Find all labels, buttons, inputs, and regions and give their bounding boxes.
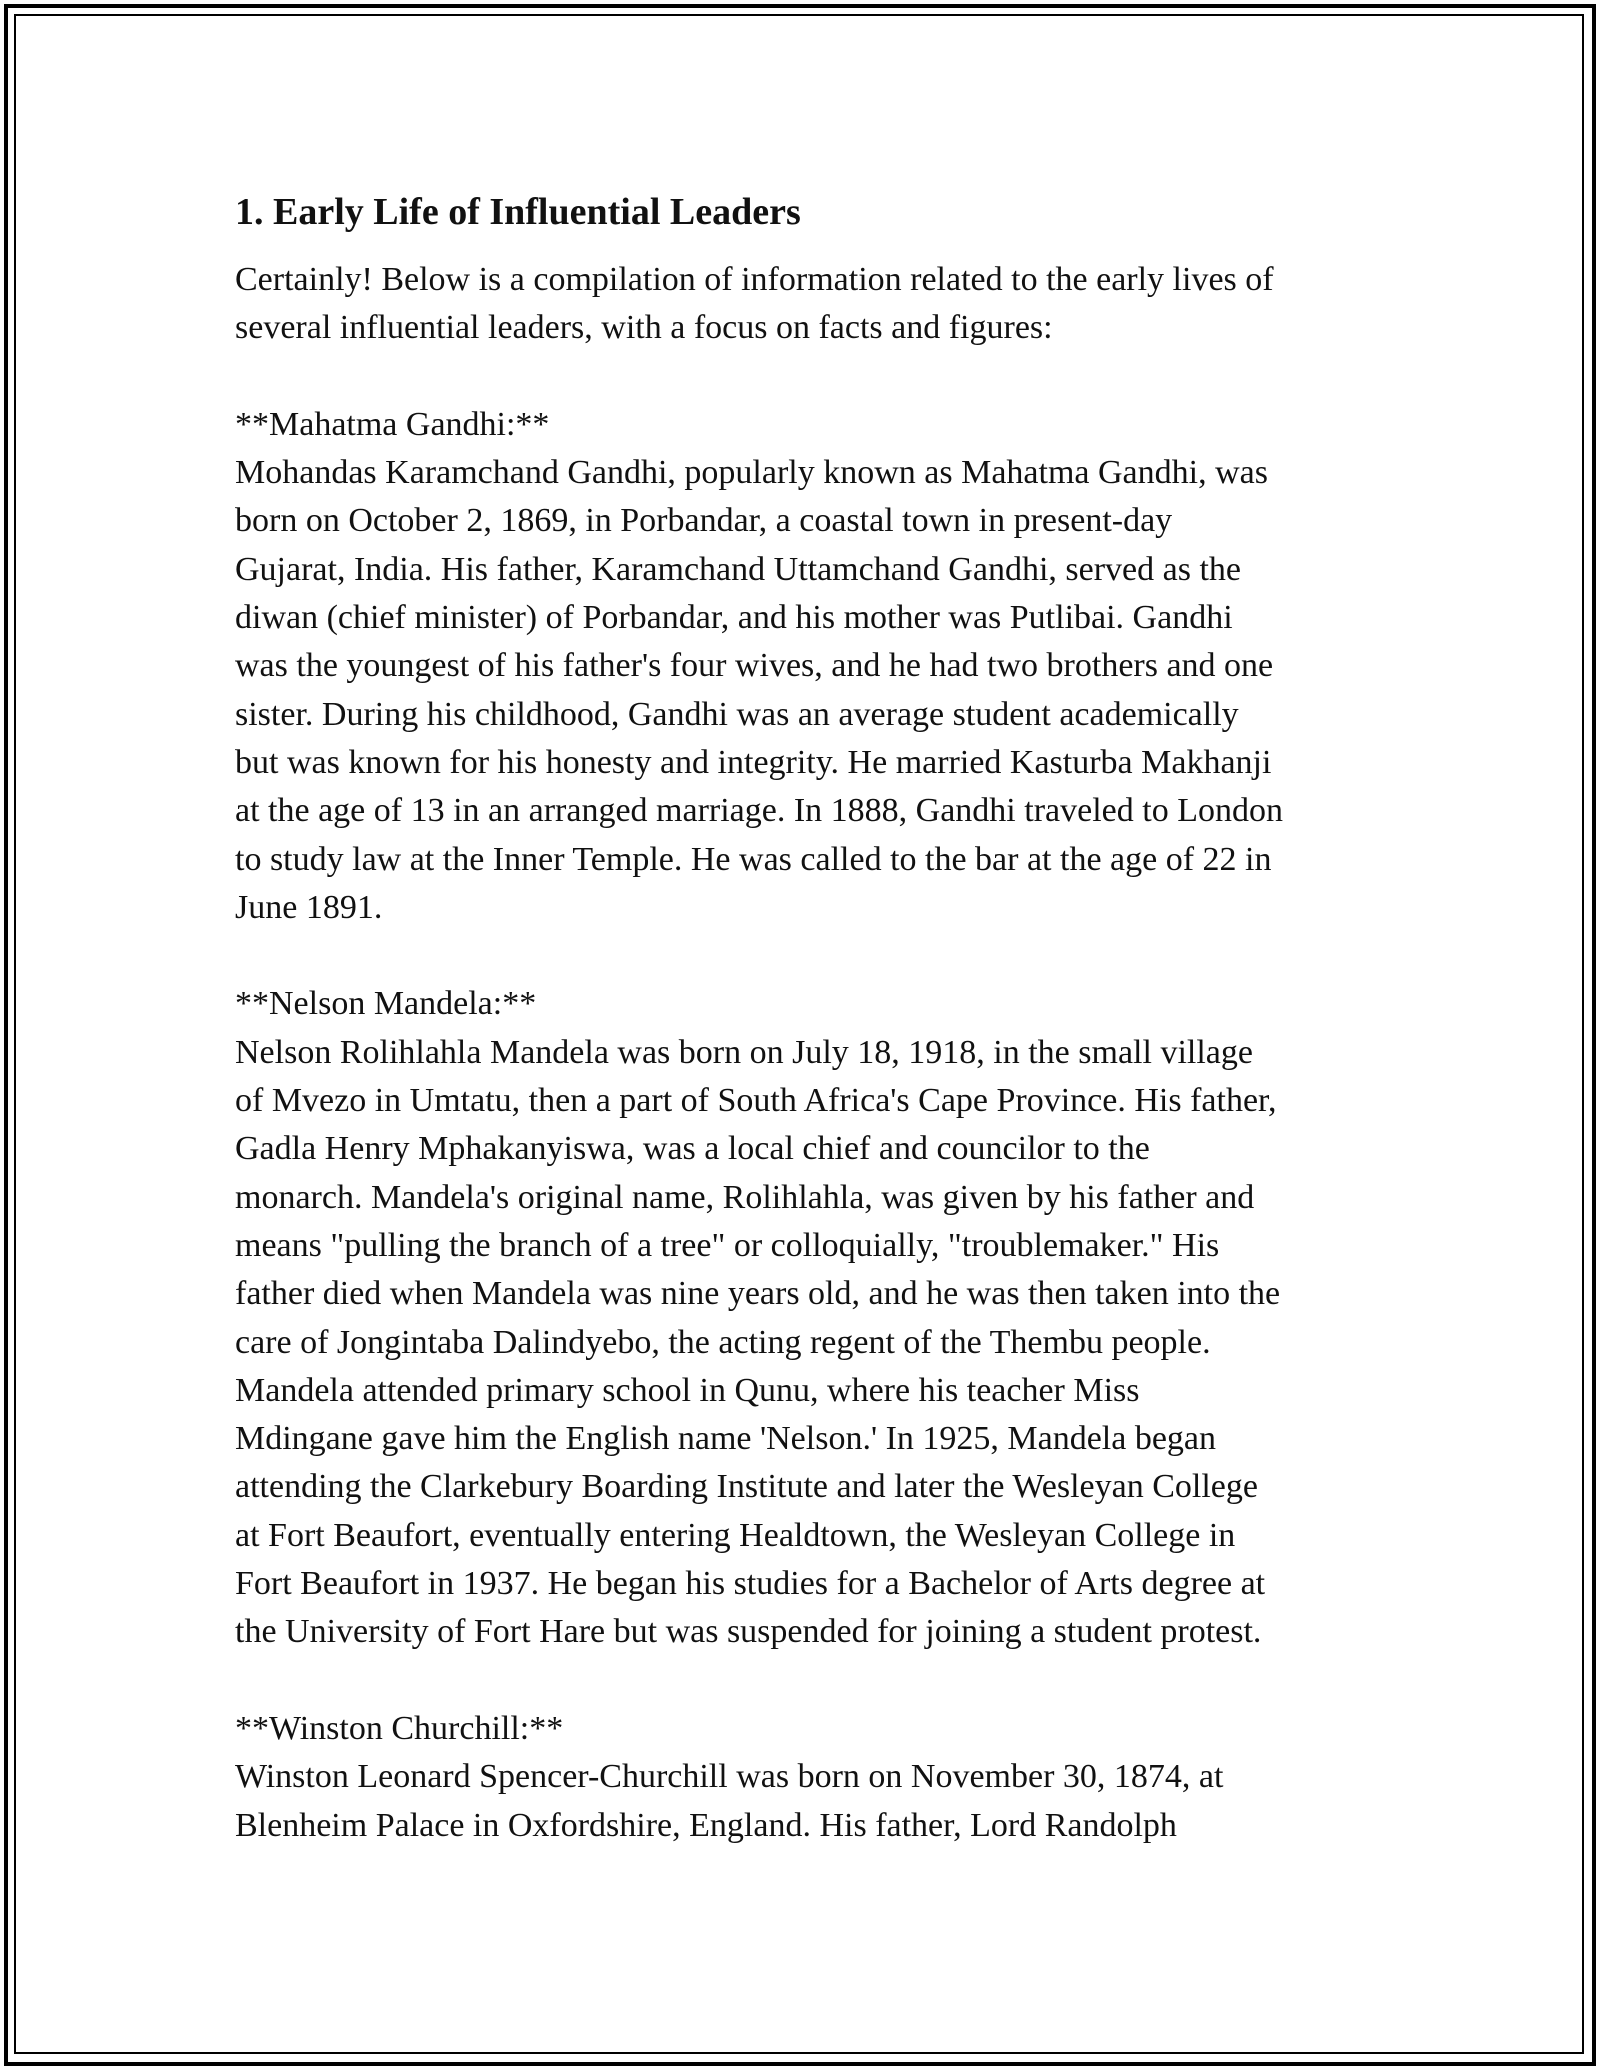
paragraph-spacer [235,1657,1385,1705]
section-gandhi [235,401,1385,932]
section-heading: **Nelson Mandela:** [235,985,537,1023]
section-body: Winston Leonard Spencer-Churchill was born on November 30, 1874, at Blenheim Palace in Oxfordshire, England. His father, Lord Randolph [235,1758,1224,1844]
section-heading: **Winston Churchill:** [235,1709,564,1747]
document-title: 1. Early Life of Influential Leaders [235,191,801,233]
section-mandela [235,980,1385,1656]
paragraph-spacer [235,932,1385,980]
section-body: Mohandas Karamchand Gandhi, popularly known as Mahatma Gandhi, was born on October 2, 1869, in Porbandar, a coastal town in present-day Gujarat, India. His father, Karamchand Uttamchand Gandhi, served as the diwan (chief minister) of Porbandar, and his mother was Putlibai. Gandhi was the youngest of his father's four wives, and he had two brothers and one sister. During his childhood, Gandhi was an average student academically but was known for his honesty and integrity. He married Kasturba Makhanji at the age of 13 in an arranged marriage. In 1888, Gandhi traveled to London to study law at the Inner Temple. He was called to the bar at the age of 22 in June 1891. [235,454,1283,926]
section-churchill [235,1705,1385,1850]
paragraph-spacer [235,353,1385,401]
section-heading: **Mahatma Gandhi:** [235,405,550,443]
intro-paragraph: Certainly! Below is a compilation of information related to the early lives of several influential leaders, with a focus on facts and figures: [235,261,1274,347]
document-body [235,184,1385,1850]
section-body: Nelson Rolihlahla Mandela was born on July 18, 1918, in the small village of Mvezo in Umtatu, then a part of South Africa's Cape Province. His father, Gadla Henry Mphakanyiswa, was a local chief and councilor to the monarch. Mandela's original name, Rolihlahla, was given by his father and means "pulling the branch of a tree" or colloquially, "troublemaker." His father died when Mandela was nine years old, and he was then taken into the care of Jongintaba Dalindyebo, the acting regent of the Thembu people. Mandela attended primary school in Qunu, where his teacher Miss Mdingane gave him the English name 'Nelson.' In 1925, Mandela began attending the Clarkebury Boarding Institute and later the Wesleyan College at Fort Beaufort, eventually entering Healdtown, the Wesleyan College in Fort Beaufort in 1937. He began his studies for a Bachelor of Arts degree at the University of Fort Hare but was suspended for joining a student protest. [235,1033,1281,1651]
